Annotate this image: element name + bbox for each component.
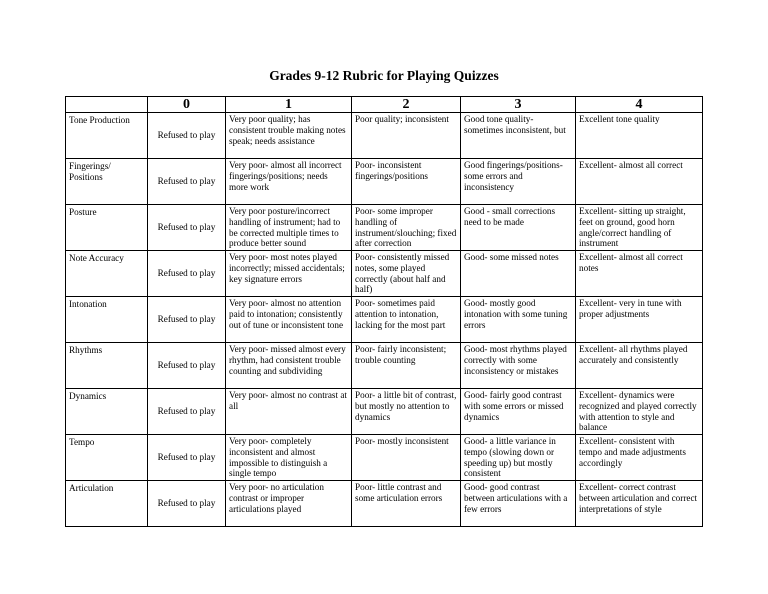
- cell-text: Articulation: [69, 483, 114, 493]
- score-3-cell: [461, 481, 576, 527]
- score-4-cell: [576, 159, 703, 205]
- score-3-cell: [461, 113, 576, 159]
- cell-text: Poor- mostly inconsistent: [355, 436, 449, 446]
- score-3-cell: [461, 205, 576, 251]
- score-2-cell: [352, 297, 461, 343]
- score-0-cell: [148, 435, 226, 481]
- header-cell-score-4: 4: [576, 97, 703, 113]
- cell-text: Very poor- no articulation contrast or improper articulations played: [229, 482, 324, 514]
- score-3-cell: [461, 389, 576, 435]
- cell-text: Excellent- all rhythms played accurately and consistently: [579, 344, 688, 365]
- score-2-cell: [352, 113, 461, 159]
- cell-text: Tone Production: [69, 115, 130, 125]
- rubric-table: [65, 96, 703, 527]
- score-1-cell: [226, 435, 352, 481]
- cell-text: Poor- inconsistent fingerings/positions: [355, 160, 428, 181]
- table-row: [66, 481, 703, 527]
- cell-text: Poor quality; inconsistent: [355, 114, 449, 124]
- header-cell-score-1: 1: [226, 97, 352, 113]
- score-1-cell: [226, 297, 352, 343]
- cell-text: Good fingerings/positions- some errors and inconsistency: [464, 160, 563, 192]
- cell-text: Good- a little variance in tempo (slowing down or speeding up) but mostly consistent: [464, 436, 556, 479]
- table-row: [66, 205, 703, 251]
- cell-text: Poor- consistently missed notes, some played correctly (about half and half): [355, 252, 450, 295]
- cell-text: Excellent- very in tune with proper adjustments: [579, 298, 682, 319]
- category-cell: [66, 435, 148, 481]
- cell-text: Good- fairly good contrast with some errors or missed dynamics: [464, 390, 564, 422]
- cell-text: Very poor- missed almost every rhythm, had consistent trouble counting and subdividing: [229, 344, 346, 376]
- score-2-cell: [352, 159, 461, 205]
- cell-text: Very poor- most notes played incorrectly; missed accidentals; key signature errors: [229, 252, 345, 284]
- cell-text: Excellent- sitting up straight, feet on ground, good horn angle/correct handling of instrument: [579, 206, 686, 249]
- cell-text: Very poor- almost all incorrect fingerings/positions; needs more work: [229, 160, 342, 192]
- cell-text: Very poor- completely inconsistent and almost impossible to distinguish a single tempo: [229, 436, 328, 479]
- cell-text: Excellent- almost all correct: [579, 160, 683, 170]
- cell-text: Good tone quality-sometimes inconsistent, but: [464, 114, 566, 135]
- table-row: [66, 297, 703, 343]
- table-row: [66, 113, 703, 159]
- table-row: [66, 435, 703, 481]
- score-1-cell: [226, 343, 352, 389]
- cell-text: Poor- fairly inconsistent; trouble counting: [355, 344, 447, 365]
- cell-text: Refused to play: [157, 176, 216, 187]
- score-1-cell: [226, 251, 352, 297]
- score-3-cell: [461, 159, 576, 205]
- score-0-cell: [148, 113, 226, 159]
- page-title: Grades 9-12 Rubric for Playing Quizzes: [269, 68, 499, 83]
- table-row: [66, 251, 703, 297]
- cell-text: Refused to play: [157, 268, 216, 279]
- score-0-cell: [148, 251, 226, 297]
- cell-text: Intonation: [69, 299, 107, 309]
- cell-text: Refused to play: [157, 314, 216, 325]
- category-cell: [66, 205, 148, 251]
- cell-text: Very poor posture/incorrect handling of instrument; had to be corrected multiple times to produce better sound: [229, 206, 341, 249]
- cell-text: Note Accuracy: [69, 253, 124, 263]
- score-2-cell: [352, 205, 461, 251]
- cell-text: Excellent tone quality: [579, 114, 660, 124]
- score-1-cell: [226, 113, 352, 159]
- cell-text: Posture: [69, 207, 97, 217]
- cell-text: Good- good contrast between articulations with a few errors: [464, 482, 568, 514]
- cell-text: Poor- some improper handling of instrument/slouching; fixed after correction: [355, 206, 457, 249]
- score-1-cell: [226, 159, 352, 205]
- cell-text: Refused to play: [157, 360, 216, 371]
- cell-text: Good- some missed notes: [464, 252, 559, 262]
- cell-text: Very poor quality; has consistent trouble making notes speak; needs assistance: [229, 114, 346, 146]
- header-cell-category: [66, 97, 148, 113]
- score-3-cell: [461, 297, 576, 343]
- score-2-cell: [352, 343, 461, 389]
- score-4-cell: [576, 251, 703, 297]
- cell-text: Dynamics: [69, 391, 107, 401]
- header-cell-score-0: 0: [148, 97, 226, 113]
- score-1-cell: [226, 205, 352, 251]
- cell-text: Rhythms: [69, 345, 103, 355]
- cell-text: Refused to play: [157, 452, 216, 463]
- score-4-cell: [576, 343, 703, 389]
- cell-text: Good- mostly good intonation with some tuning errors: [464, 298, 568, 330]
- category-cell: [66, 251, 148, 297]
- score-0-cell: [148, 205, 226, 251]
- table-row: [66, 389, 703, 435]
- score-3-cell: [461, 435, 576, 481]
- score-4-cell: [576, 481, 703, 527]
- cell-text: Good - small corrections need to be made: [464, 206, 556, 227]
- score-3-cell: [461, 343, 576, 389]
- score-1-cell: [226, 389, 352, 435]
- cell-text: Very poor- almost no contrast at all: [229, 390, 347, 411]
- score-2-cell: [352, 389, 461, 435]
- category-cell: [66, 343, 148, 389]
- score-0-cell: [148, 389, 226, 435]
- table-row: [66, 343, 703, 389]
- score-4-cell: [576, 297, 703, 343]
- category-cell: [66, 297, 148, 343]
- category-cell: [66, 481, 148, 527]
- cell-text: Tempo: [69, 437, 95, 447]
- score-0-cell: [148, 343, 226, 389]
- cell-text: Very poor- almost no attention paid to intonation; consistently out of tune or inconsistent tone: [229, 298, 344, 330]
- cell-text: Refused to play: [157, 406, 216, 417]
- score-2-cell: [352, 481, 461, 527]
- score-3-cell: [461, 251, 576, 297]
- score-4-cell: [576, 435, 703, 481]
- cell-text: Poor- sometimes paid attention to intonation, lacking for the most part: [355, 298, 446, 330]
- score-0-cell: [148, 481, 226, 527]
- header-cell-score-2: 2: [352, 97, 461, 113]
- score-0-cell: [148, 159, 226, 205]
- score-2-cell: [352, 251, 461, 297]
- score-1-cell: [226, 481, 352, 527]
- header-row: [66, 97, 703, 113]
- cell-text: Refused to play: [157, 498, 216, 509]
- score-4-cell: [576, 113, 703, 159]
- cell-text: Refused to play: [157, 130, 216, 141]
- table-row: [66, 159, 703, 205]
- score-4-cell: [576, 389, 703, 435]
- cell-text: Excellent- correct contrast between articulation and correct interpretations of style: [579, 482, 698, 514]
- cell-text: Excellent- dynamics were recognized and played correctly with attention to style and balance: [579, 390, 697, 433]
- cell-text: Refused to play: [157, 222, 216, 233]
- category-cell: [66, 159, 148, 205]
- cell-text: Good- most rhythms played correctly with some inconsistency or mistakes: [464, 344, 567, 376]
- cell-text: Poor- little contrast and some articulation errors: [355, 482, 443, 503]
- cell-text: Excellent- almost all correct notes: [579, 252, 683, 273]
- category-cell: [66, 389, 148, 435]
- cell-text: Excellent- consistent with tempo and made adjustments accordingly: [579, 436, 686, 468]
- cell-text: Fingerings/ Positions: [69, 161, 111, 182]
- category-cell: [66, 113, 148, 159]
- cell-text: Poor- a little bit of contrast, but mostly no attention to dynamics: [355, 390, 457, 422]
- score-4-cell: [576, 205, 703, 251]
- score-0-cell: [148, 297, 226, 343]
- score-2-cell: [352, 435, 461, 481]
- header-cell-score-3: 3: [461, 97, 576, 113]
